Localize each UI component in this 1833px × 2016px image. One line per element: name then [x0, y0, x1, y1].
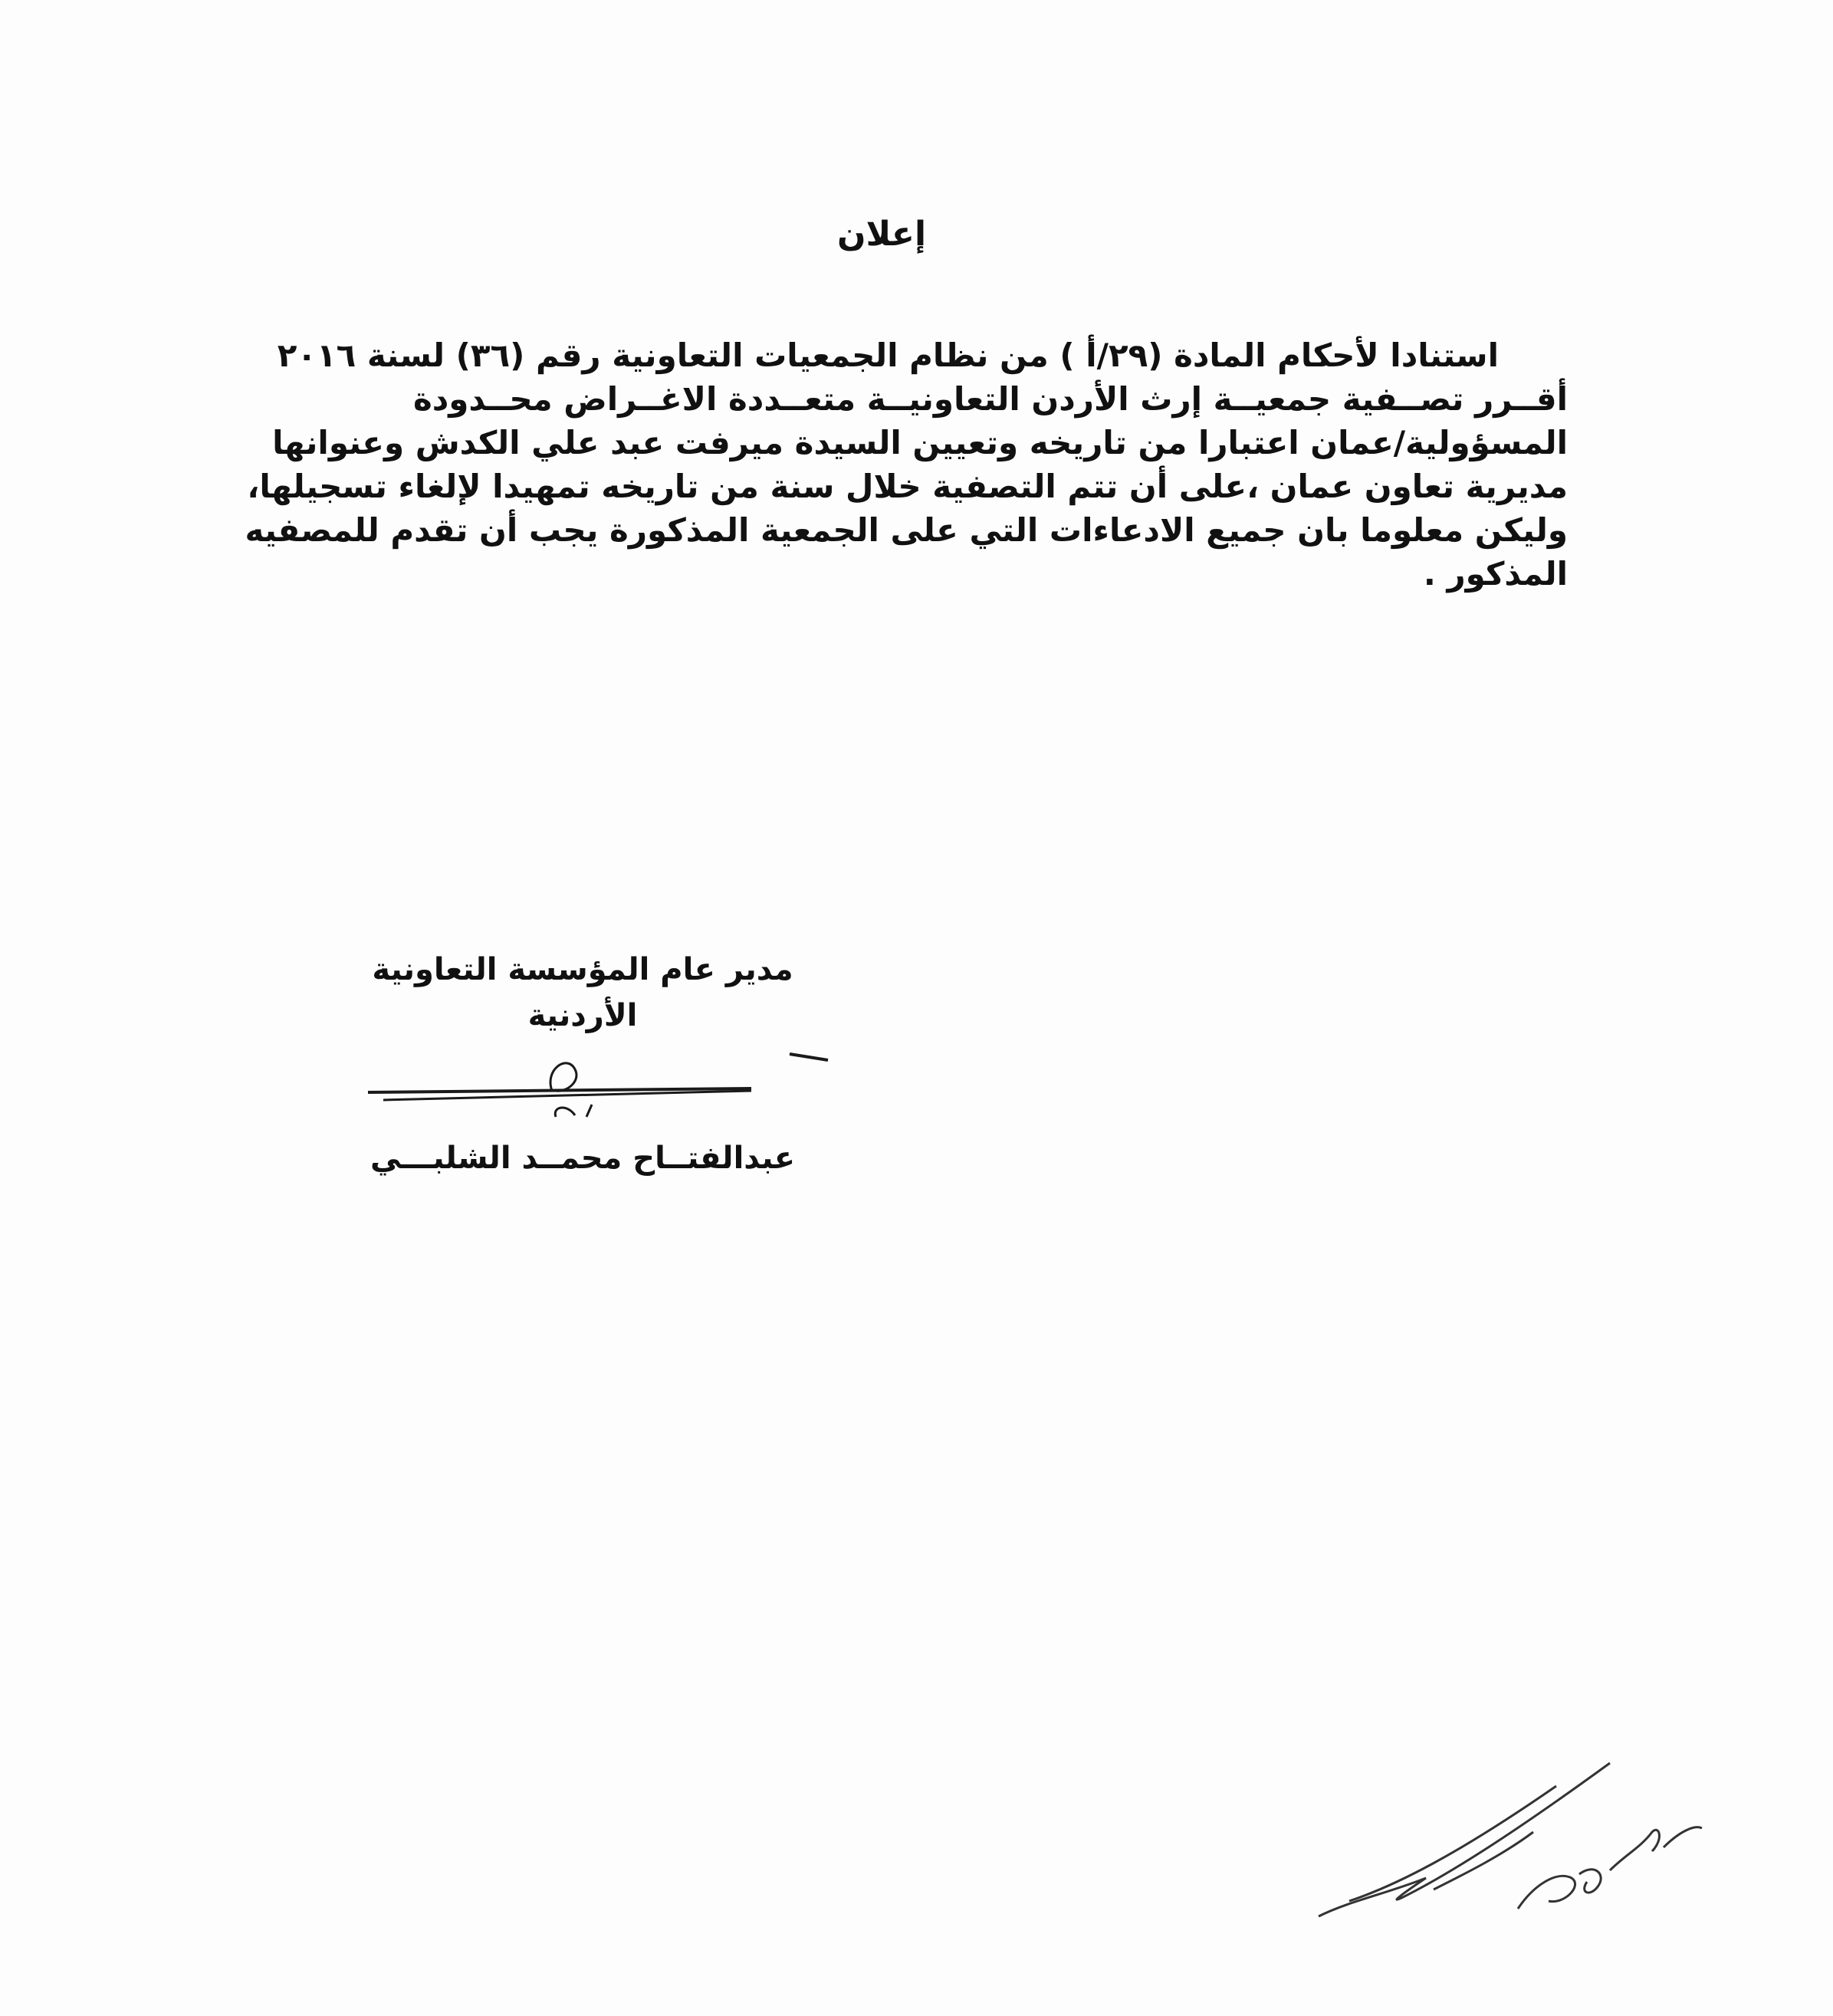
body-line: مديرية تعاون عمان ،على أن تتم التصفية خلال سنة من تاريخه تمهيدا لإلغاء تسجيلها،	[247, 468, 1568, 505]
signatory-position: مدير عام المؤسسة التعاونية الأردنية	[372, 952, 793, 1033]
handwritten-initials-icon	[1303, 1740, 1717, 1932]
body-line: أقــرر تصــفية جمعيــة إرث الأردن التعاونيــة متعــددة الاغــراض محــدودة	[412, 380, 1568, 418]
announcement-body	[245, 333, 1568, 596]
body-line: وليكن معلوما بان جميع الادعاءات التي على الجمعية المذكورة يجب أن تقدم للمصفيه	[245, 511, 1568, 549]
body-line: المسؤولية/عمان اعتبارا من تاريخه وتعيين السيدة ميرفت عبد علي الكدش وعنوانها	[272, 424, 1568, 461]
signature-block	[322, 947, 843, 1181]
signatory-name: عبدالفتــاح محمــد الشلبـــي	[370, 1141, 796, 1176]
body-line: استنادا لأحكام المادة (٢٩/أ ) من نظام الجمعيات التعاونية رقم (٣٦) لسنة ٢٠١٦	[277, 337, 1499, 374]
body-line: المذكور .	[1423, 555, 1568, 593]
handwritten-signature-icon	[322, 1046, 843, 1131]
announcement-title: إعلان	[836, 215, 927, 254]
